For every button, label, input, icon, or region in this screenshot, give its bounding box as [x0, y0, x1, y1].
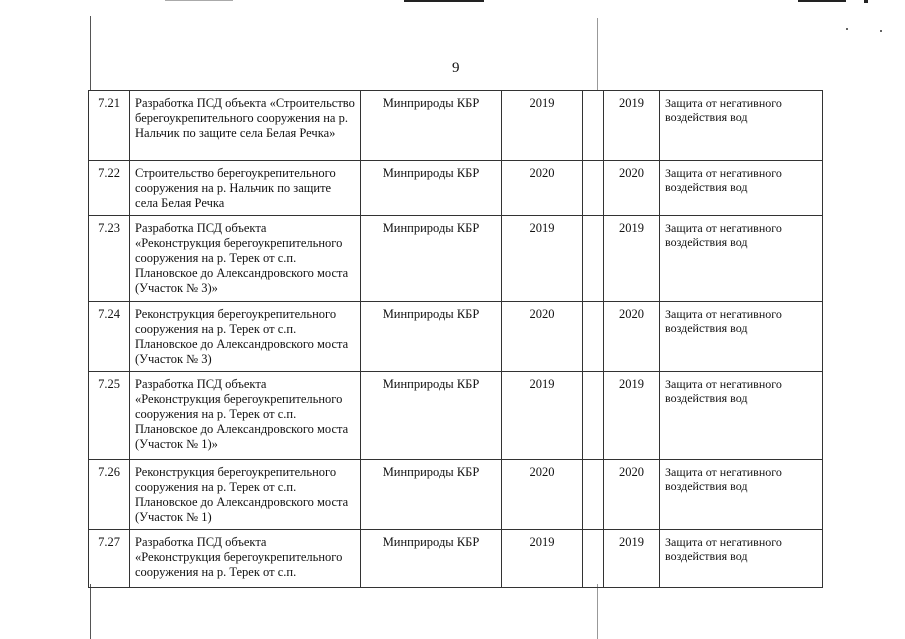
scan-mark [165, 0, 233, 1]
spacer-cell [583, 460, 604, 530]
spacer-cell [583, 372, 604, 460]
measures-table [88, 90, 823, 588]
column-guide-line [597, 584, 598, 639]
start-year: 2020 [502, 460, 583, 530]
row-number: 7.23 [89, 216, 130, 302]
measure-goal: Защита от негативного воздействия вод [660, 91, 823, 161]
row-number: 7.24 [89, 302, 130, 372]
spacer-cell [583, 530, 604, 588]
responsible-executor: Минприроды КБР [361, 216, 502, 302]
table-row [89, 530, 823, 588]
end-year: 2019 [604, 91, 660, 161]
page-number: 9 [452, 60, 460, 76]
table-row [89, 161, 823, 216]
row-number: 7.27 [89, 530, 130, 588]
spacer-cell [583, 91, 604, 161]
measure-name: Разработка ПСД объекта «Реконструкция берегоукрепительного сооружения на р. Терек от с.п. Плановское до Александровского моста (Участок № 3)» [130, 216, 361, 302]
responsible-executor: Минприроды КБР [361, 372, 502, 460]
end-year: 2019 [604, 216, 660, 302]
row-number: 7.26 [89, 460, 130, 530]
row-number: 7.22 [89, 161, 130, 216]
responsible-executor: Минприроды КБР [361, 530, 502, 588]
spacer-cell [583, 161, 604, 216]
measure-goal: Защита от негативного воздействия вод [660, 372, 823, 460]
responsible-executor: Минприроды КБР [361, 91, 502, 161]
responsible-executor: Минприроды КБР [361, 460, 502, 530]
measure-name: Разработка ПСД объекта «Строительство берегоукрепительного сооружения на р. Нальчик по защите села Белая Речка» [130, 91, 361, 161]
end-year: 2019 [604, 372, 660, 460]
table-row [89, 91, 823, 161]
start-year: 2020 [502, 161, 583, 216]
measure-name: Строительство берегоукрепительного сооружения на р. Нальчик по защите села Белая Речка [130, 161, 361, 216]
start-year: 2019 [502, 216, 583, 302]
measure-goal: Защита от негативного воздействия вод [660, 530, 823, 588]
measure-goal: Защита от негативного воздействия вод [660, 302, 823, 372]
column-guide-line [597, 18, 598, 90]
table-row [89, 460, 823, 530]
start-year: 2019 [502, 372, 583, 460]
measure-name: Реконструкция берегоукрепительного сооружения на р. Терек от с.п. Плановское до Александровского моста (Участок № 3) [130, 302, 361, 372]
row-number: 7.25 [89, 372, 130, 460]
end-year: 2020 [604, 161, 660, 216]
spacer-cell [583, 216, 604, 302]
measure-goal: Защита от негативного воздействия вод [660, 460, 823, 530]
responsible-executor: Минприроды КБР [361, 161, 502, 216]
scan-dot [880, 30, 882, 32]
scan-mark [404, 0, 484, 2]
page-edge-line [90, 584, 91, 639]
end-year: 2020 [604, 460, 660, 530]
table-row [89, 216, 823, 302]
start-year: 2019 [502, 91, 583, 161]
scan-mark [798, 0, 846, 2]
end-year: 2020 [604, 302, 660, 372]
page-edge-line [90, 16, 91, 90]
table-row [89, 372, 823, 460]
end-year: 2019 [604, 530, 660, 588]
start-year: 2020 [502, 302, 583, 372]
measure-name: Реконструкция берегоукрепительного сооружения на р. Терек от с.п. Плановское до Александровского моста (Участок № 1) [130, 460, 361, 530]
responsible-executor: Минприроды КБР [361, 302, 502, 372]
scan-mark [864, 0, 868, 3]
start-year: 2019 [502, 530, 583, 588]
scan-dot [846, 28, 848, 30]
measure-name: Разработка ПСД объекта «Реконструкция берегоукрепительного сооружения на р. Терек от с.п. Плановское до Александровского моста (Участок № 1)» [130, 372, 361, 460]
spacer-cell [583, 302, 604, 372]
measure-name: Разработка ПСД объекта «Реконструкция берегоукрепительного сооружения на р. Терек от с.п. [130, 530, 361, 588]
table-row [89, 302, 823, 372]
measure-goal: Защита от негативного воздействия вод [660, 216, 823, 302]
row-number: 7.21 [89, 91, 130, 161]
measure-goal: Защита от негативного воздействия вод [660, 161, 823, 216]
